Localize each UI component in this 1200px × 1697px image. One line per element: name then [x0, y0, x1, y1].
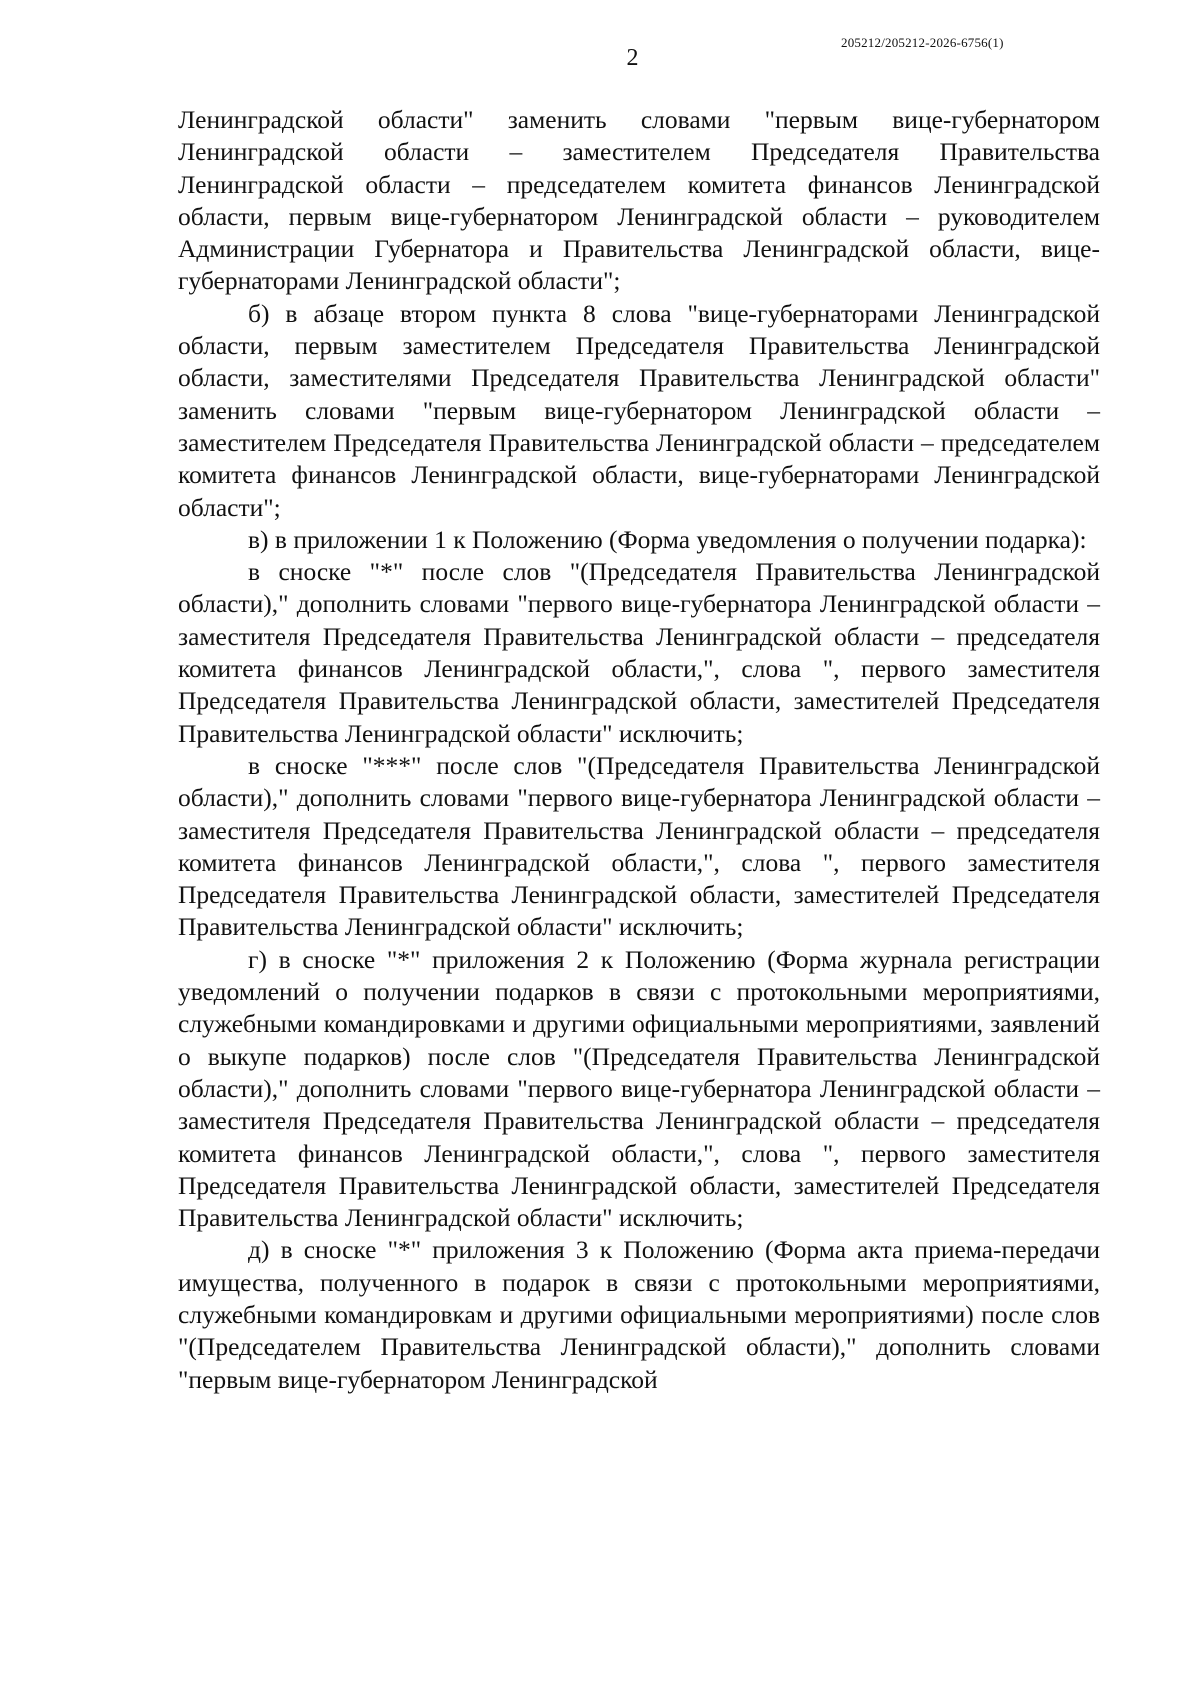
paragraph: д) в сноске "*" приложения 3 к Положению (Форма акта приема-передачи имущества, полученного в подарок в связи с протокольными мероприятиями, служебными командировкам и другими официальными мероприятиями) после слов "(Председателем Правительства Ленинградской области)," дополнить словами "первым вице-губернатором Ленинградской	[178, 1235, 1100, 1394]
paragraph: в сноске "***" после слов "(Председателя Правительства Ленинградской области)," дополнить словами "первого вице-губернатора Ленинградской области – заместителя Председателя Правительства Ленинградской области – председателя комитета финансов Ленинградской области,", слова ", первого заместителя Председателя Правительства Ленинградской области, заместителей Председателя Правительства Ленинградской области" исключить;	[178, 750, 1100, 942]
paragraph: в) в приложении 1 к Положению (Форма уведомления о получении подарка):	[248, 524, 1087, 554]
paragraph: б) в абзаце втором пункта 8 слова "вице-губернаторами Ленинградской области, первым заместителем Председателя Правительства Ленинградской области, заместителями Председателя Правительства Ленинградской области" заменить словами "первым вице-губернатором Ленинградской области – заместителем Председателя Правительства Ленинградской области – председателем комитета финансов Ленинградской области, вице-губернаторами Ленинградской области";	[178, 298, 1100, 522]
paragraph: г) в сноске "*" приложения 2 к Положению (Форма журнала регистрации уведомлений о получении подарков в связи с протокольными мероприятиями, служебными командировками и другими официальными мероприятиями, заявлений о выкупе подарков) после слов "(Председателя Правительства Ленинградской области)," дополнить словами "первого вице-губернатора Ленинградской области – заместителя Председателя Правительства Ленинградской области – председателя комитета финансов Ленинградской области,", слова ", первого заместителя Председателя Правительства Ленинградской области, заместителей Председателя Правительства Ленинградской области" исключить;	[178, 944, 1100, 1233]
paragraph: в сноске "*" после слов "(Председателя Правительства Ленинградской области)," дополнить словами "первого вице-губернатора Ленинградской области – заместителя Председателя Правительства Ленинградской области – председателя комитета финансов Ленинградской области,", слова ", первого заместителя Председателя Правительства Ленинградской области, заместителей Председателя Правительства Ленинградской области" исключить;	[178, 557, 1100, 748]
page-number: 2	[626, 45, 639, 71]
paragraph: Ленинградской области" заменить словами "первым вице-губернатором Ленинградской области – заместителем Председателя Правительства Ленинградской области – председателем комитета финансов Ленинградской области, первым вице-губернатором Ленинградской области – руководителем Администрации Губернатора и Правительства Ленинградской области, вице-губернаторами Ленинградской области";	[178, 105, 1100, 296]
document-code: 205212/205212-2026-6756(1)	[841, 35, 1004, 50]
document-body	[178, 104, 1100, 1396]
